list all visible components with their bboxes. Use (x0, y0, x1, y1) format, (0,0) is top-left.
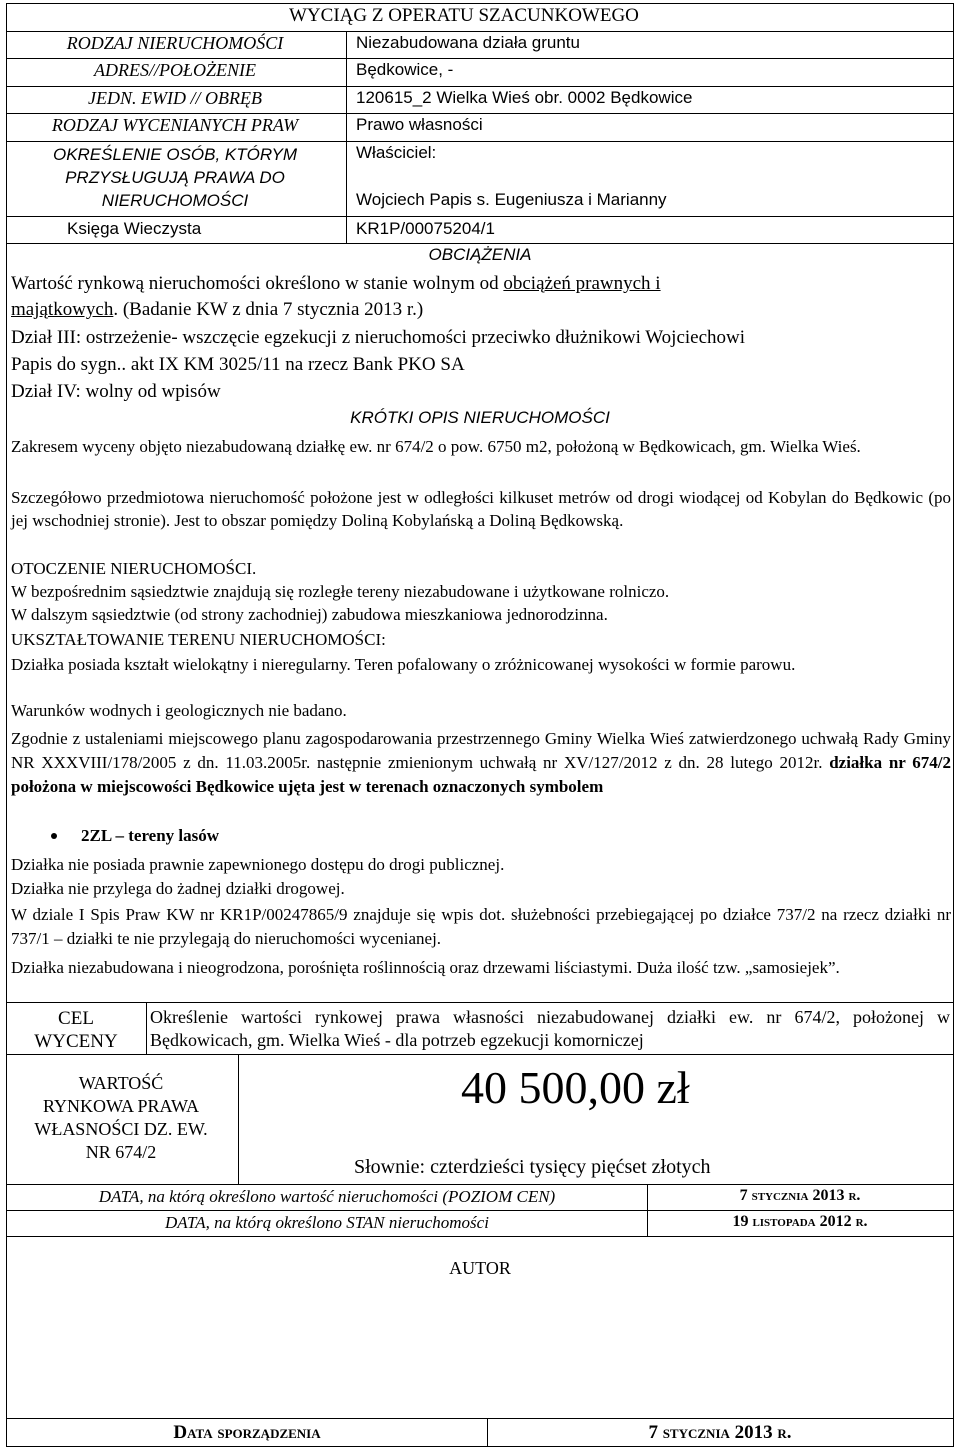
encumbrances-text: Wartość rynkową nieruchomości określono w stanie wolnym od (11, 273, 504, 294)
zoning-plan-text (11, 727, 951, 799)
encumbrances-underlined: majątkowych (11, 299, 114, 320)
valuation-date-value: 7 stycznia 2013 r. (739, 1187, 861, 1204)
encumbrances-underlined: obciążeń prawnych i (503, 273, 661, 294)
purpose-text: Określenie wartości rynkowej prawa własności niezabudowanej działki ew. nr 674/2, położonej w Będkowicach, gm. Wielka Wieś - dla potrzeb egzekucji komorniczej (150, 1007, 950, 1050)
divider (7, 113, 953, 114)
encumbrances-line-1 (11, 273, 661, 295)
divider (7, 1418, 953, 1419)
bullet-icon (51, 833, 57, 839)
row-label-rights-type: RODZAJ WYCENIANYCH PRAW (51, 115, 299, 135)
encumbrances-dzial-3-cont: Papis do sygn.. akt IX KM 3025/11 na rzecz Bank PKO SA (11, 354, 465, 375)
section-heading-description: KRÓTKI OPIS NIERUCHOMOŚCI (350, 408, 610, 427)
access-text-1: Działka nie posiada prawnie zapewnionego dostępu do drogi publicznej. (11, 855, 505, 874)
valuation-date-label: DATA, na którą określono wartość nieruchomości (POZIOM CEN) (98, 1187, 556, 1206)
owner-name: Wojciech Papis s. Eugeniusza i Marianny (356, 190, 667, 209)
author-label: AUTOR (449, 1258, 511, 1278)
divider (7, 58, 953, 59)
condition-date-value: 19 listopada 2012 r. (732, 1213, 868, 1230)
column-divider (238, 1054, 239, 1184)
section-heading-encumbrances: OBCIĄŻENIA (428, 245, 532, 264)
divider (7, 31, 953, 32)
column-divider (146, 1002, 147, 1054)
encumbrances-dzial-4: Dział IV: wolny od wpisów (11, 381, 221, 402)
divider (7, 1002, 953, 1003)
zoning-plan-bold: działka nr 674/2 położona w miejscowości Będkowice ujęta jest w terenach oznaczonych symbolem (11, 753, 951, 796)
market-value-words (354, 1156, 711, 1179)
description-scope: Zakresem wyceny objęto niezabudowaną działkę ew. nr 674/2 o pow. 6750 m2, położoną w Będkowicach, gm. Wielka Wieś. (11, 437, 861, 456)
zoning-bullet-item (11, 826, 951, 846)
row-label-address: ADRES//POŁOŻENIE (94, 60, 256, 80)
row-label-land-register: Księga Wieczysta (67, 219, 202, 238)
divider (7, 1054, 953, 1055)
purpose-label: CEL WYCENY (34, 1008, 118, 1052)
row-value-land-register: KR1P/00075204/1 (356, 219, 495, 238)
market-value-label: WARTOŚĆ RYNKOWA PRAWA WŁASNOŚCI DZ. EW. NR 674/2 (34, 1073, 208, 1162)
surroundings-heading: OTOCZENIE NIERUCHOMOŚCI. (11, 559, 257, 578)
divider (7, 216, 953, 217)
page-title: WYCIĄG Z OPERATU SZACUNKOWEGO (289, 5, 639, 26)
row-label-owners: OKREŚLENIE OSÓB, KTÓRYM PRZYSŁUGUJĄ PRAWA DO NIERUCHOMOŚCI (52, 145, 298, 210)
row-value-address: Będkowice, - (356, 60, 454, 79)
divider (7, 1210, 953, 1211)
terrain-text-1: Działka posiada kształt wielokątny i nieregularny. Teren pofalowany o zróżnicowanej wysokości w formie parowu. (11, 655, 796, 674)
row-value-property-type: Niezabudowana działa gruntu (356, 33, 580, 52)
row-value-registry-unit: 120615_2 Wielka Wieś obr. 0002 Będkowice (356, 88, 693, 107)
column-divider (647, 1184, 648, 1236)
divider (7, 243, 953, 244)
divider (7, 141, 953, 142)
market-value-amount: 40 500,00 zł (461, 1062, 690, 1113)
document-frame (6, 3, 954, 1447)
access-text-2: Działka nie przylega do żadnej działki drogowej. (11, 879, 345, 898)
surroundings-text-2: W dalszym sąsiedztwie (od strony zachodniej) zabudowa mieszkaniowa jednorodzinna. (11, 605, 608, 624)
description-location: Szczegółowo przedmiotowa nieruchomość położone jest w odległości kilkuset metrów od drogi wiodącej od Kobylan do Będkowic (po jej wschodniej stronie). Jest to obszar pomiędzy Doliną Kobylańską a Doliną Będkowską. (11, 488, 951, 530)
terrain-text-2: Warunków wodnych i geologicznych nie badano. (11, 701, 347, 720)
words-text: czterdzieści tysięcy pięćset złotych (430, 1156, 711, 1178)
zoning-bullet-label: 2ZL – tereny lasów (81, 826, 220, 845)
owner-heading: Właściciel: (356, 143, 437, 162)
words-prefix: Słownie: (354, 1156, 426, 1178)
terrain-heading: UKSZTAŁTOWANIE TERENU NIERUCHOMOŚCI: (11, 630, 386, 649)
vegetation-text: Działka niezabudowana i nieogrodzona, porośnięta roślinnością oraz drzewami liściastymi. Duża ilość tzw. „samosiejek”. (11, 958, 840, 977)
condition-date-label: DATA, na którą określono STAN nieruchomości (165, 1213, 489, 1232)
divider (7, 86, 953, 87)
divider (7, 1236, 953, 1237)
surroundings-text-1: W bezpośrednim sąsiedztwie znajdują się rozległe tereny niezabudowane i użytkowane rolniczo. (11, 582, 670, 601)
prepared-date-value: 7 stycznia 2013 r. (648, 1422, 792, 1443)
zoning-plan-body: Zgodnie z ustaleniami miejscowego planu zagospodarowania przestrzennego Gminy Wielka Wieś zatwierdzonego uchwałą Rady Gminy NR XXXVIII/178/2005 z dn. 11.03.2005r. następnie zmienionym uchwałą nr XV/127/2012 z dn. 28 lutego 2012r. (11, 729, 951, 772)
row-value-rights-type: Prawo własności (356, 115, 483, 134)
encumbrances-dzial-3: Dział III: ostrzeżenie- wszczęcie egzekucji z nieruchomości przeciwko dłużnikowi Wojciechowi (11, 327, 746, 348)
easement-text: W dziale I Spis Praw KW nr KR1P/00247865/9 znajduje się wpis dot. służebności przebiegającej po działce 737/2 na rzecz działki nr 737/1 – działki te nie przylegają do nieruchomości wycenianej. (11, 905, 951, 948)
column-divider (346, 31, 347, 243)
row-label-registry-unit: JEDN. EWID // OBRĘB (88, 88, 262, 108)
encumbrances-line-2 (11, 299, 423, 321)
encumbrances-text: . (Badanie KW z dnia 7 stycznia 2013 r.) (113, 299, 424, 320)
prepared-date-label: Data sporządzenia (173, 1422, 321, 1443)
row-label-property-type: RODZAJ NIERUCHOMOŚCI (66, 33, 284, 53)
divider (7, 1184, 953, 1185)
column-divider (487, 1418, 488, 1446)
